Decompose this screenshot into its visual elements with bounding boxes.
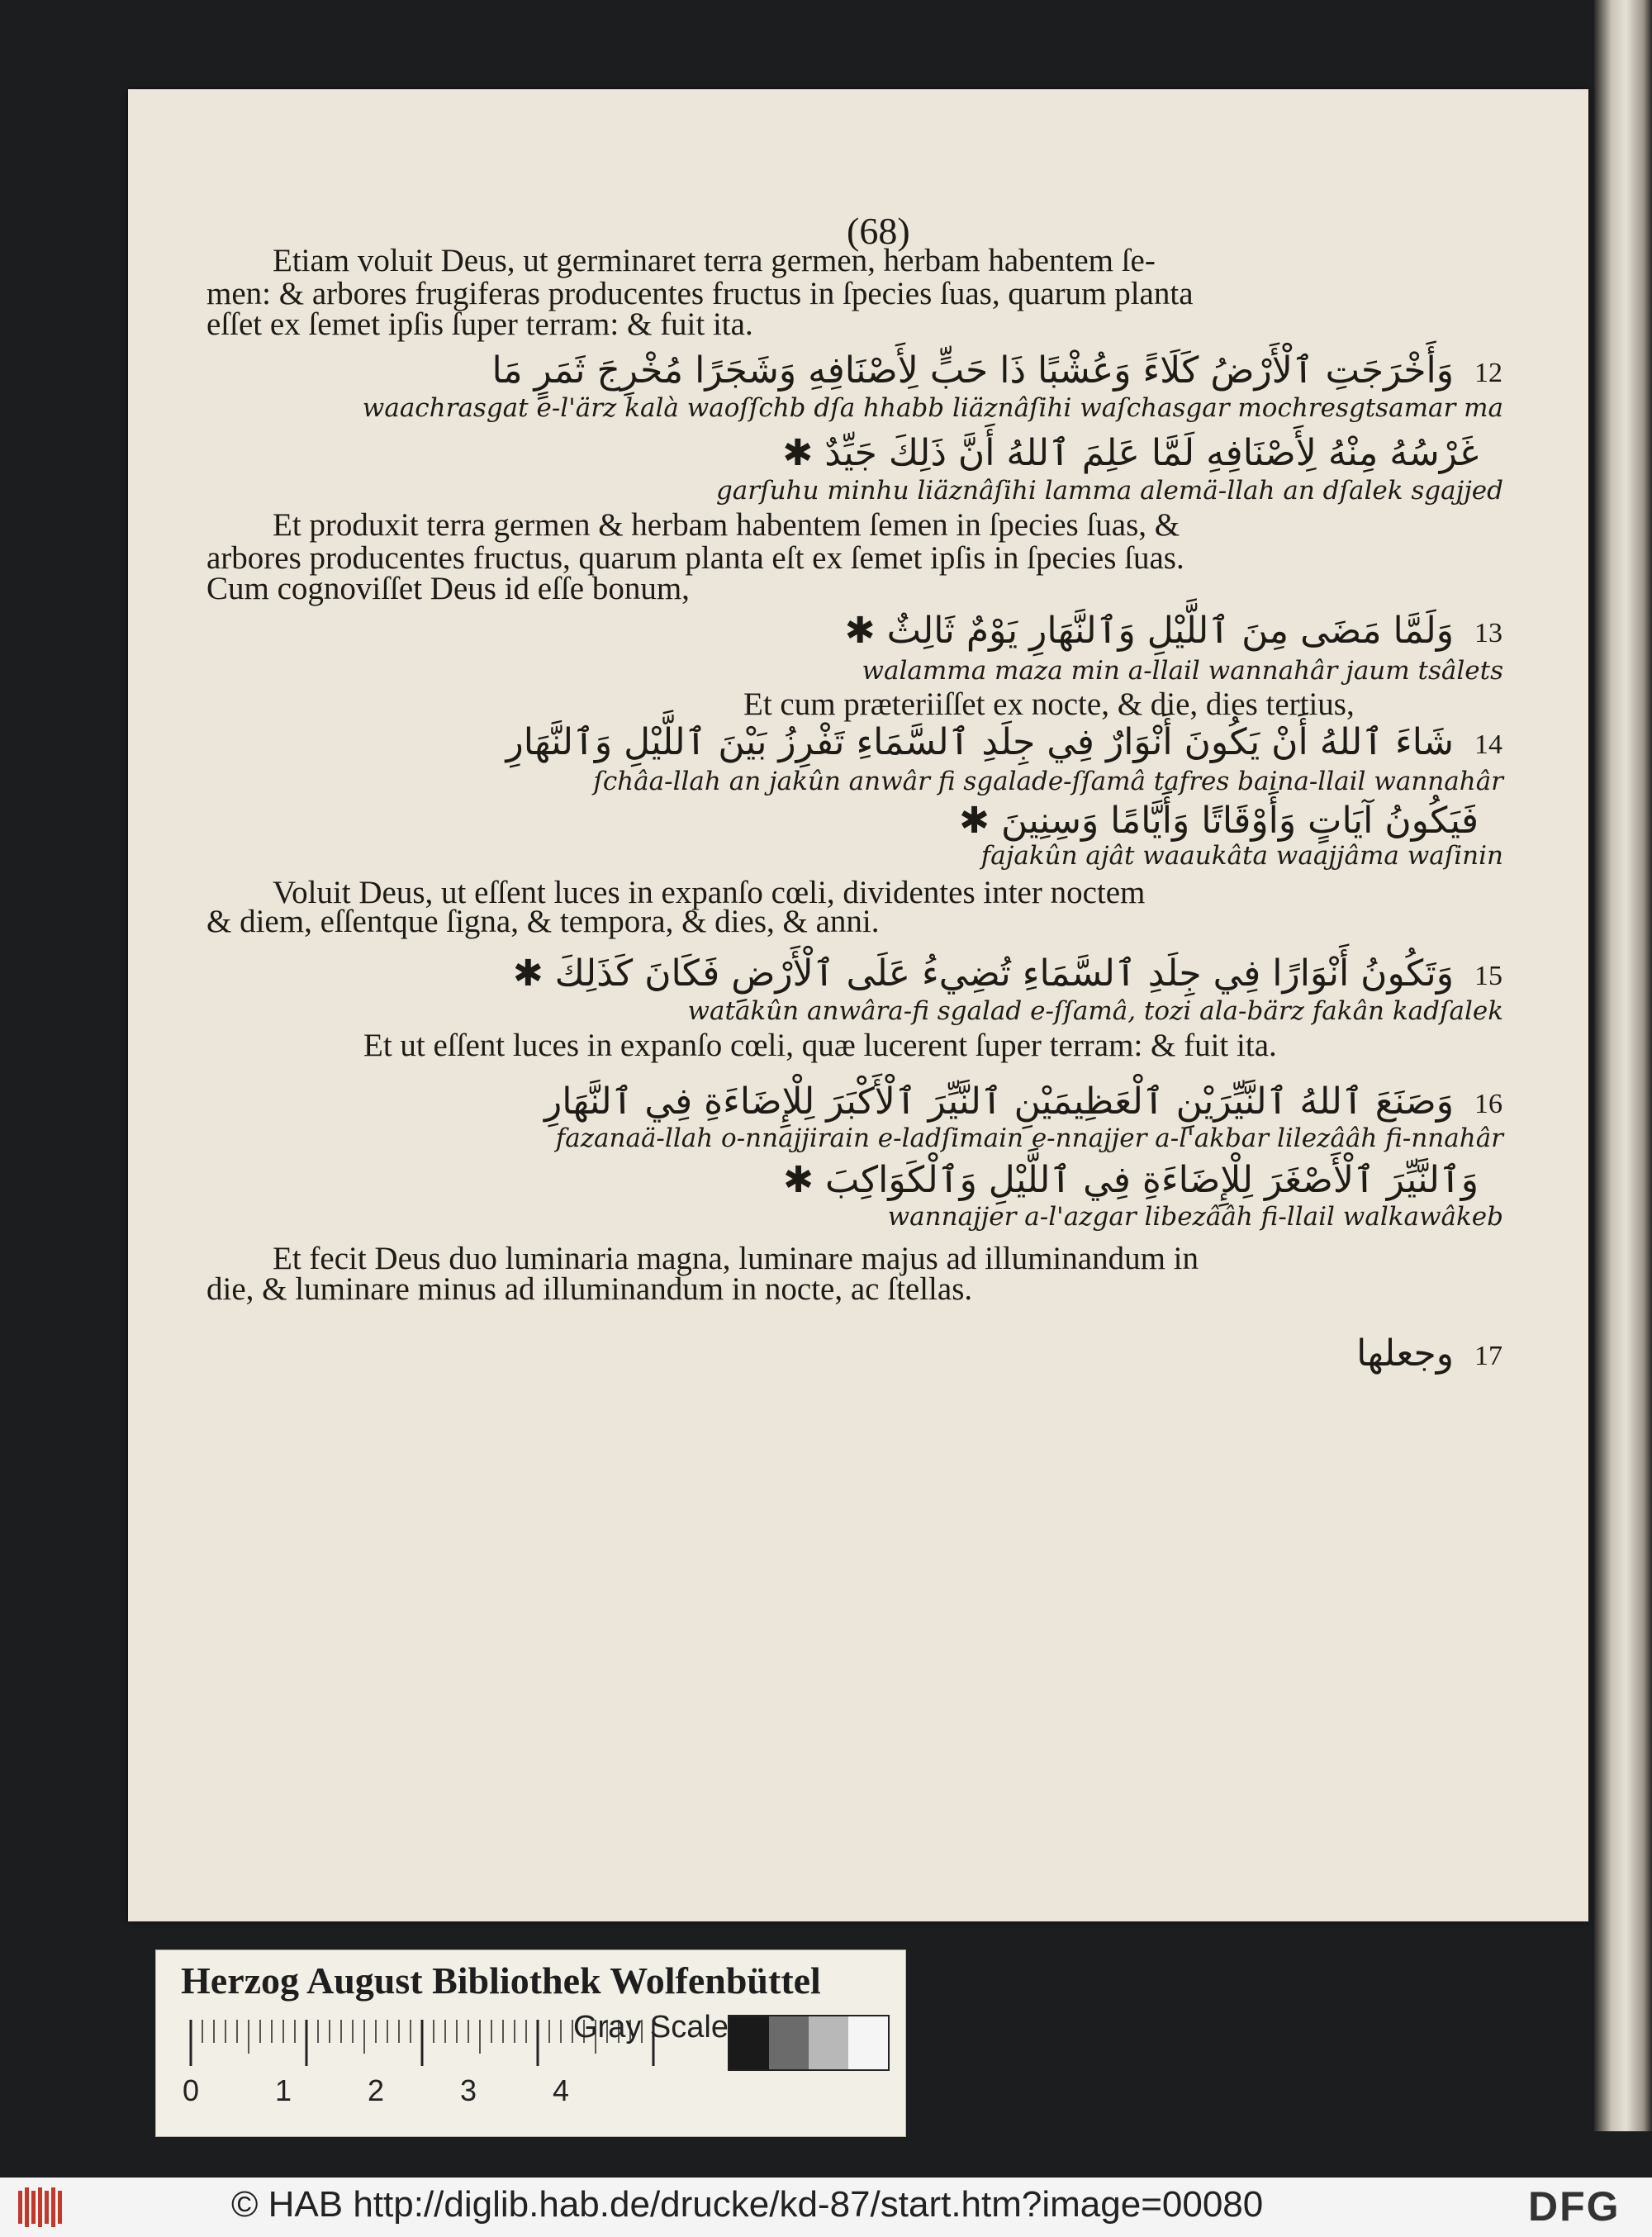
latin-line: die, & luminare minus ad illuminandum in nocte, ac ſtellas. [206, 1271, 973, 1307]
transliteration-line: fazanaä-llah o-nnajjirain e-ladſimain e-nnajjer a-l'akbar lilezââh fi-nnahâr [555, 1123, 1503, 1153]
gray-swatch [769, 2016, 809, 2069]
hab-logo-icon [17, 2186, 66, 2229]
gray-scale-label: Gray Scale [573, 2010, 729, 2045]
latin-line: eſſet ex ſemet ipſis ſuper terram: & fuit ita. [206, 306, 753, 342]
latin-line: Et cum præteriiſſet ex nocte, & die, dies tertius, [743, 686, 1355, 722]
latin-line: Et ut eſſent luces in expanſo cœli, quæ lucerent ſuper terram: & fuit ita. [363, 1028, 1277, 1063]
gray-swatch [848, 2016, 888, 2069]
latin-line: Cum cognoviſſet Deus id eſſe bonum, [206, 571, 690, 606]
arabic-verse-line: وَٱلنَّيِّرَ ٱلْأَصْغَرَ لِلْإِضَاءَةِ فِي ٱللَّيْلِ وَٱلْكَوَاكِبَ ✱ [783, 1159, 1479, 1201]
gray-swatch [809, 2016, 848, 2069]
arabic-verse-line: غَرْسُهُ مِنْهُ لِأَصْنَافِهِ لَمَّا عَلِمَ ٱللهُ أَنَّ ذَلِكَ جَيِّدٌ ✱ [782, 432, 1479, 474]
footer-bar [0, 2178, 1652, 2237]
latin-line: Et produxit terra germen & herbam habentem ſemen in ſpecies ſuas, & [273, 507, 1180, 543]
latin-line: Etiam voluit Deus, ut germinaret terra germen, herbam habentem ſe- [273, 243, 1156, 278]
footer-copyright-link[interactable]: © HAB http://diglib.hab.de/drucke/kd-87/start.htm?image=00080 [231, 2184, 1264, 2225]
book-spine [1594, 0, 1652, 2131]
latin-line: men: & arbores frugiferas producentes fructus in ſpecies ſuas, quarum planta [206, 276, 1194, 311]
latin-line: arbores producentes fructus, quarum planta eſt ex ſemet ipſis in ſpecies ſuas. [206, 540, 1184, 576]
verse-number: 16 [1474, 1089, 1502, 1119]
ruler-number: 0 [183, 2073, 200, 2107]
transliteration-line: fajakûn ajât waaukâta waajjâma waſinin [980, 841, 1503, 871]
ruler-number: 4 [552, 2073, 570, 2107]
ruler-number: 2 [367, 2073, 385, 2107]
book-page [128, 89, 1588, 1921]
transliteration-line: garſuhu minhu liäznâſihi lamma alemä-llah an dſalek sgajjed [715, 476, 1503, 506]
latin-line: Voluit Deus, ut eſſent luces in expanſo cœli, dividentes inter noctem [273, 875, 1146, 910]
verse-number: 13 [1474, 618, 1502, 648]
arabic-verse-line: وجعلها [1356, 1332, 1454, 1375]
verse-number: 15 [1474, 961, 1502, 991]
ruler-number: 3 [459, 2073, 477, 2107]
arabic-verse-line: وَأَخْرَجَتِ ٱلْأَرْضُ كَلَاءً وَعُشْبًا ذَا حَبٍّ لِأَصْنَافِهِ وَشَجَرًا مُخْرِجَ ثَمَرٍ مَا [491, 349, 1454, 392]
arabic-verse-line: وَلَمَّا مَضَى مِنَ ٱللَّيْلِ وَٱلنَّهَارِ يَوْمٌ ثَالِثٌ ✱ [844, 610, 1454, 652]
arabic-verse-line: فَيَكُونُ آيَاتٍ وَأَوْقَاتًا وَأَيَّامًا وَسِنِينَ ✱ [959, 800, 1479, 842]
arabic-verse-line: شَاءَ ٱللهُ أَنْ يَكُونَ أَنْوَارٌ فِي جِلَدِ ٱلسَّمَاءِ تَفْرِزُ بَيْنَ ٱللَّيْلِ وَٱلنَّهَارِ [506, 721, 1454, 763]
transliteration-line: watakûn anwâra-fi sgalad e-ſſamâ, tozi ala-bärz fakân kadſalek [687, 996, 1503, 1026]
transliteration-line: waachrasgat e-l'ärz kalà waoſſchb dſa hhabb liäznâſihi waſchasgar mochresgtsamar ma [362, 393, 1503, 423]
gray-scale-swatches [728, 2015, 890, 2071]
ruler-number: 1 [274, 2073, 292, 2107]
transliteration-line: walamma maza min a-llail wannahâr jaum tsâlets [862, 656, 1503, 686]
arabic-verse-line: وَصَنَعَ ٱللهُ ٱلنَّيِّرَيْنِ ٱلْعَظِيمَيْنِ ٱلنَّيِّرَ ٱلْأَكْبَرَ لِلْإِضَاءَةِ فِي ٱلنَّهَارِ [544, 1081, 1454, 1123]
latin-line: Et fecit Deus duo luminaria magna, luminare majus ad illuminandum in [273, 1241, 1199, 1276]
dfg-logo: DFG [1528, 2183, 1621, 2230]
latin-line: & diem, eſſentque ſigna, & tempora, & dies, & anni. [206, 904, 880, 939]
gray-swatch [729, 2016, 769, 2069]
transliteration-line: wannajjer a-l'azgar libezââh fi-llail walkawâkeb [887, 1202, 1503, 1232]
library-name: Herzog August Bibliothek Wolfenbüttel [181, 1959, 821, 2002]
arabic-verse-line: وَتَكُونُ أَنْوَارًا فِي جِلَدِ ٱلسَّمَاءِ تُضِيءُ عَلَى ٱلْأَرْضِ فَكَانَ كَذَلِكَ ✱ [512, 952, 1454, 995]
verse-number: 17 [1474, 1341, 1502, 1371]
page-header: (68) [847, 210, 910, 252]
color-reference-card [155, 1950, 906, 2137]
transliteration-line: ſchâa-llah an jakûn anwâr fi sgalade-ſſamâ tafres baina-llail wannahâr [593, 767, 1503, 796]
verse-number: 14 [1474, 729, 1502, 760]
verse-number: 12 [1474, 358, 1502, 388]
